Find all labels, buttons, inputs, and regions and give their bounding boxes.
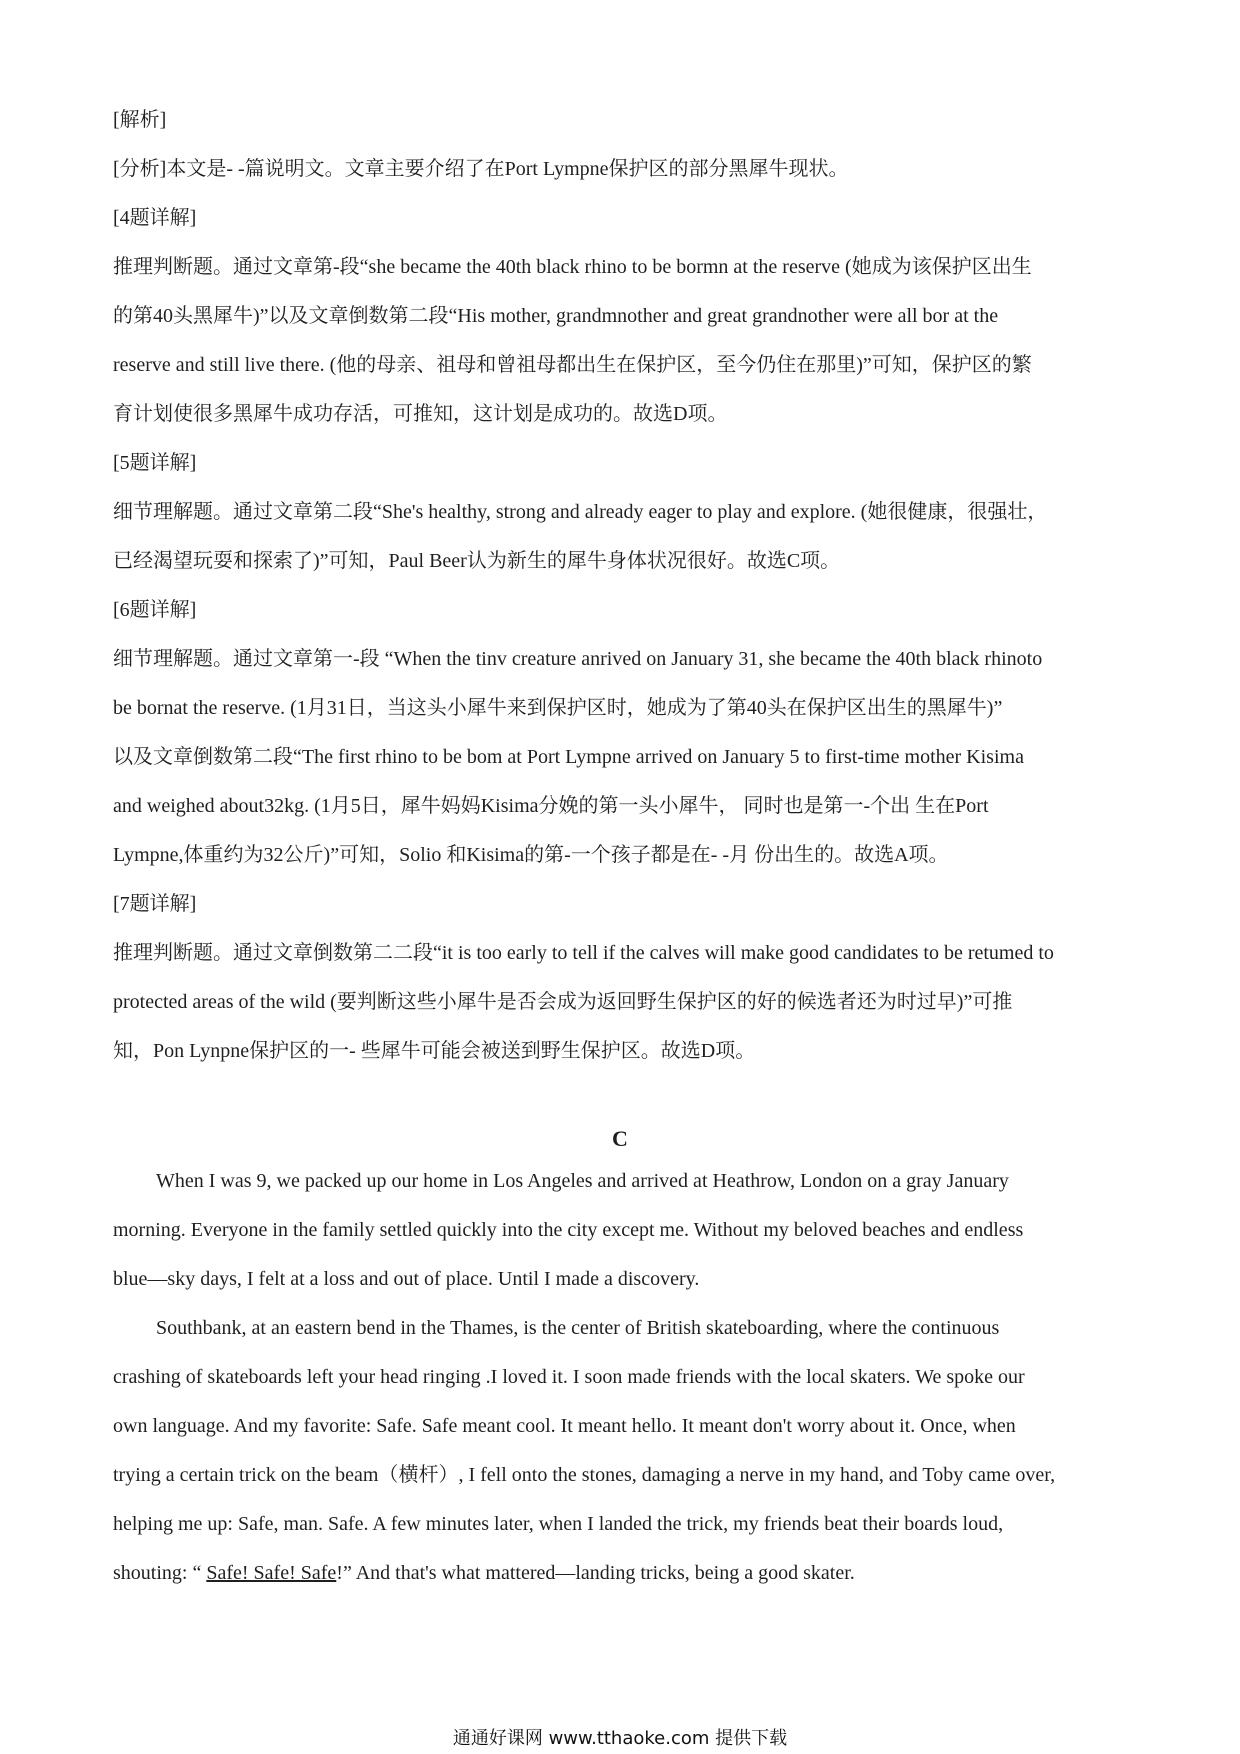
analysis-line: [6题详解]: [113, 599, 197, 621]
analysis-line: 以及文章倒数第二段“The first rhino to be bom at Port Lympne arrived on January 5 to first-time mother Kisima: [113, 746, 1024, 768]
analysis-line: 的第40头黑犀牛)”以及文章倒数第二段“His mother, grandmnother and great grandnother were all bor at the: [113, 305, 999, 327]
analysis-line: [4题详解]: [113, 207, 197, 229]
shouting-prefix: shouting: “: [113, 1562, 207, 1584]
analysis-line: be bornat the reserve. (1月31日，当这头小犀牛来到保护区时，她成为了第40头在保护区出生的黑犀牛)”: [113, 697, 1003, 719]
safe-underlined: Safe! Safe! Safe: [206, 1562, 337, 1584]
section-heading: C: [612, 1126, 628, 1151]
passage-line: When I was 9, we packed up our home in Los Angeles and arrived at Heathrow, London on a gray January: [156, 1170, 1009, 1192]
analysis-line: 育计划使很多黑犀牛成功存活，可推知，这计划是成功的。故选D项。: [113, 403, 728, 425]
analysis-line: [7题详解]: [113, 893, 197, 915]
analysis-line: 细节理解题。通过文章第一-段 “When the tinv creature anrived on January 31, she became the 40th black rhinoto: [113, 648, 1043, 670]
analysis-line: 推理判断题。通过文章倒数第二二段“it is too early to tell if the calves will make good candidates to be retumed to: [113, 942, 1054, 964]
passage-line: own language. And my favorite: Safe. Safe meant cool. It meant hello. It meant don't worry about it. Once, when: [113, 1415, 1016, 1437]
analysis-line: Lympne,体重约为32公斤)”可知，Solio 和Kisima的第-一个孩子都是在- -月 份出生的。故选A项。: [113, 844, 949, 866]
analysis-section: [113, 96, 1133, 1076]
passage-line: helping me up: Safe, man. Safe. A few minutes later, when I landed the trick, my friends beat their boards loud,: [113, 1513, 1004, 1535]
analysis-line: 细节理解题。通过文章第二段“She's healthy, strong and already eager to play and explore. (她很健康，很强壮，: [113, 501, 1048, 523]
passage-line: blue—sky days, I felt at a loss and out of place. Until I made a discovery.: [113, 1268, 700, 1290]
passage-line: trying a certain trick on the beam（横杆）, I fell onto the stones, damaging a nerve in my hand, and Toby came over,: [113, 1464, 1056, 1486]
shouting-suffix: !” And that's what mattered—landing tricks, being a good skater.: [336, 1562, 855, 1584]
analysis-line: reserve and still live there. (他的母亲、祖母和曾祖母都出生在保护区，至今仍住在那里)”可知，保护区的繁: [113, 354, 1032, 376]
analysis-line: and weighed about32kg. (1月5日，犀牛妈妈Kisima分娩的第一头小犀牛， 同时也是第一-个出 生在Port: [113, 795, 989, 817]
analysis-line: 知，Pon Lynpne保护区的一- 些犀牛可能会被送到野生保护区。故选D项。: [113, 1040, 756, 1062]
passage-line-last: [113, 1549, 1133, 1598]
analysis-line: [解析]: [113, 109, 167, 131]
analysis-line: [5题详解]: [113, 452, 197, 474]
footer-text: 通通好课网 www.tthaoke.com 提供下载: [452, 1728, 788, 1749]
analysis-line: 已经渴望玩耍和探索了)”可知，Paul Beer认为新生的犀牛身体状况很好。故选C项。: [113, 550, 841, 572]
passage-line: morning. Everyone in the family settled quickly into the city except me. Without my beloved beaches and endless: [113, 1219, 1024, 1241]
analysis-line: [分析]本文是- -篇说明文。文章主要介绍了在Port Lympne保护区的部分黑犀牛现状。: [113, 158, 849, 180]
analysis-line: protected areas of the wild (要判断这些小犀牛是否会成为返回野生保护区的好的候选者还为时过早)”可推: [113, 991, 1013, 1013]
passage-section: [113, 1157, 1133, 1598]
passage-line: crashing of skateboards left your head ringing .I loved it. I soon made friends with the local skaters. We spoke our: [113, 1366, 1025, 1388]
passage-line: Southbank, at an eastern bend in the Thames, is the center of British skateboarding, where the continuous: [156, 1317, 1000, 1339]
analysis-line: 推理判断题。通过文章第-段“she became the 40th black rhino to be bormn at the reserve (她成为该保护区出生: [113, 256, 1032, 278]
